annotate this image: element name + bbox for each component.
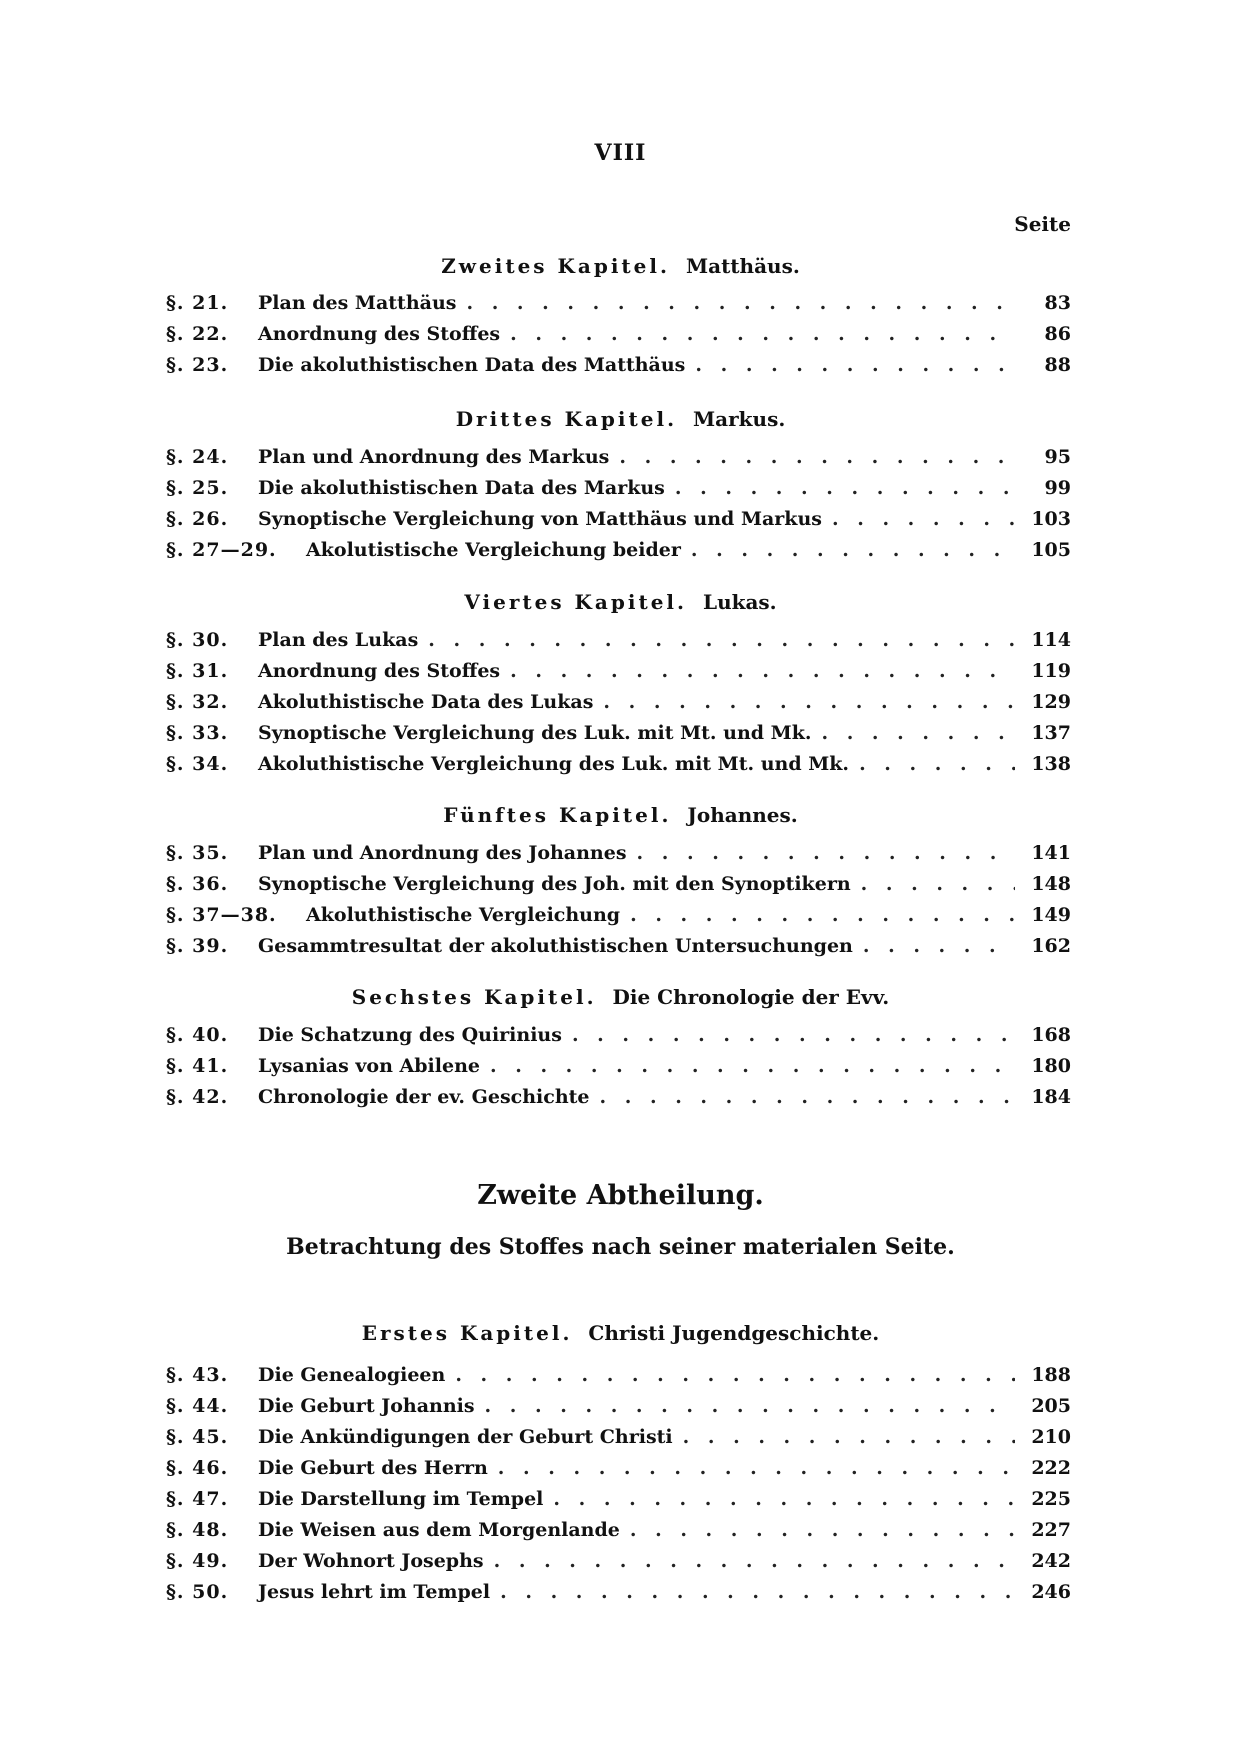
page-ref: 242 (1031, 1550, 1071, 1572)
chapter-subject: Die Chronologie der Evv. (612, 985, 890, 1009)
page-ref: 105 (1031, 539, 1071, 561)
entry-title: Die Schatzung des Quirinius (258, 1024, 562, 1046)
dot-leader (498, 1457, 1015, 1479)
entry-title: Anordnung des Stoffes (258, 660, 501, 682)
chapter-heading (0, 985, 1241, 1009)
entry-title: Die Genealogieen (258, 1364, 446, 1386)
toc-entry (166, 1364, 1071, 1395)
section-number: §. 35. (166, 842, 229, 864)
page-ref: 222 (1031, 1457, 1071, 1479)
chapter-title: Viertes Kapitel. (464, 590, 687, 614)
dot-leader (691, 539, 1015, 561)
section-number: §. 50. (166, 1581, 229, 1603)
entry-title: Die Geburt des Herrn (258, 1457, 488, 1479)
entry-title: Lysanias von Abilene (258, 1055, 480, 1077)
entry-title: Jesus lehrt im Tempel (258, 1581, 491, 1603)
entry-title: Synoptische Vergleichung des Luk. mit Mt. und Mk. (258, 722, 812, 744)
dot-leader (630, 1519, 1015, 1541)
toc-list (166, 842, 1071, 966)
entry-title: Die Weisen aus dem Morgenlande (258, 1519, 620, 1541)
page-ref: 180 (1031, 1055, 1071, 1077)
toc-entry (166, 842, 1071, 873)
toc-entry (166, 292, 1071, 323)
section-number: §. 32. (166, 691, 229, 713)
chapter-title: Erstes Kapitel. (361, 1321, 573, 1345)
chapter-heading (0, 407, 1241, 431)
dot-leader (510, 323, 1015, 345)
page-ref: 86 (1044, 323, 1071, 345)
chapter-heading (0, 803, 1241, 827)
toc-entry (166, 1086, 1071, 1117)
page-ref: 99 (1044, 477, 1071, 499)
page-ref: 95 (1044, 446, 1071, 468)
chapter-title: Sechstes Kapitel. (351, 985, 597, 1009)
page-ref: 83 (1044, 292, 1071, 314)
page-ref: 88 (1044, 354, 1071, 376)
chapter-heading (0, 1321, 1241, 1345)
toc-entry (166, 477, 1071, 508)
entry-title: Synoptische Vergleichung des Joh. mit den Synoptikern (258, 873, 851, 895)
page-ref: 148 (1031, 873, 1071, 895)
dot-leader (630, 904, 1015, 926)
toc-entry (166, 691, 1071, 722)
dot-leader (500, 1581, 1015, 1603)
dot-leader (572, 1024, 1015, 1046)
dot-leader (695, 354, 1015, 376)
dot-leader (603, 691, 1015, 713)
chapter-title: Zweites Kapitel. (441, 254, 670, 278)
toc-entry (166, 354, 1071, 385)
page-ref: 129 (1031, 691, 1071, 713)
chapter-subject: Matthäus. (685, 254, 800, 278)
page-ref: 168 (1031, 1024, 1071, 1046)
entry-title: Gesammtresultat der akoluthistischen Untersuchungen (258, 935, 853, 957)
entry-title: Der Wohnort Josephs (258, 1550, 484, 1572)
entry-title: Plan und Anordnung des Markus (258, 446, 610, 468)
entry-title: Akoluthistische Vergleichung des Luk. mit Mt. und Mk. (258, 753, 850, 775)
chapter-subject: Christi Jugendgeschichte. (588, 1321, 880, 1345)
section-number: §. 26. (166, 508, 229, 530)
toc-list (166, 292, 1071, 385)
section-number: §. 44. (166, 1395, 229, 1417)
entry-title: Plan des Lukas (258, 629, 419, 651)
section-number: §. 31. (166, 660, 229, 682)
page-ref: 103 (1031, 508, 1071, 530)
toc-entry (166, 508, 1071, 539)
dot-leader (466, 292, 1015, 314)
page-ref: 184 (1031, 1086, 1071, 1108)
entry-title: Die Darstellung im Tempel (258, 1488, 544, 1510)
entry-title: Synoptische Vergleichung von Matthäus und Markus (258, 508, 822, 530)
dot-leader (494, 1550, 1015, 1572)
section-number: §. 46. (166, 1457, 229, 1479)
dot-leader (490, 1055, 1015, 1077)
section-number: §. 49. (166, 1550, 229, 1572)
dot-leader (455, 1364, 1015, 1386)
entry-title: Plan des Matthäus (258, 292, 457, 314)
section-number: §. 21. (166, 292, 229, 314)
dot-leader (859, 753, 1015, 775)
toc-entry (166, 1519, 1071, 1550)
toc-entry (166, 935, 1071, 966)
section-heading: Zweite Abtheilung. (477, 1180, 764, 1211)
toc-entry (166, 1488, 1071, 1519)
page-ref: 162 (1031, 935, 1071, 957)
toc-entry (166, 1395, 1071, 1426)
toc-entry (166, 1457, 1071, 1488)
entry-title: Die Geburt Johannis (258, 1395, 475, 1417)
section-number: §. 36. (166, 873, 229, 895)
entry-title: Akoluthistische Vergleichung (306, 904, 621, 926)
section-number: §. 33. (166, 722, 229, 744)
chapter-heading (0, 590, 1241, 614)
dot-leader (637, 842, 1015, 864)
dot-leader (863, 935, 1015, 957)
section-number: §. 37—38. (166, 904, 277, 926)
section-number: §. 41. (166, 1055, 229, 1077)
chapter-subject: Markus. (693, 407, 786, 431)
section-number: §. 23. (166, 354, 229, 376)
toc-entry (166, 1024, 1071, 1055)
page-ref: 188 (1031, 1364, 1071, 1386)
section-number: §. 40. (166, 1024, 229, 1046)
dot-leader (553, 1488, 1015, 1510)
page-ref: 205 (1031, 1395, 1071, 1417)
toc-list (166, 1364, 1071, 1612)
toc-entry (166, 660, 1071, 691)
dot-leader (485, 1395, 1015, 1417)
toc-entry (166, 1581, 1071, 1612)
page-ref: 225 (1031, 1488, 1071, 1510)
dot-leader (428, 629, 1015, 651)
dot-leader (861, 873, 1015, 895)
toc-entry (166, 873, 1071, 904)
entry-title: Anordnung des Stoffes (258, 323, 501, 345)
section-number: §. 45. (166, 1426, 229, 1448)
section-number: §. 43. (166, 1364, 229, 1386)
section-number: §. 24. (166, 446, 229, 468)
section-number: §. 34. (166, 753, 229, 775)
toc-entry (166, 904, 1071, 935)
dot-leader (675, 477, 1015, 499)
chapter-title: Fünftes Kapitel. (443, 803, 672, 827)
page-ref: 119 (1031, 660, 1071, 682)
toc-entry (166, 323, 1071, 354)
dot-leader (619, 446, 1015, 468)
page-ref: 138 (1031, 753, 1071, 775)
page-ref: 210 (1031, 1426, 1071, 1448)
entry-title: Akolutistische Vergleichung beider (306, 539, 681, 561)
toc-entry (166, 1550, 1071, 1581)
column-header-seite: Seite (1014, 212, 1071, 236)
toc-list (166, 1024, 1071, 1117)
section-number: §. 48. (166, 1519, 229, 1541)
entry-title: Chronologie der ev. Geschichte (258, 1086, 590, 1108)
page-number: VIII (594, 140, 647, 166)
page-ref: 227 (1031, 1519, 1071, 1541)
dot-leader (832, 508, 1015, 530)
dot-leader (821, 722, 1015, 744)
toc-entry (166, 1055, 1071, 1086)
section-number: §. 47. (166, 1488, 229, 1510)
toc-list (166, 446, 1071, 570)
toc-entry (166, 629, 1071, 660)
page-ref: 149 (1031, 904, 1071, 926)
dot-leader (683, 1426, 1015, 1448)
toc-entry (166, 722, 1071, 753)
section-subheading: Betrachtung des Stoffes nach seiner materialen Seite. (286, 1234, 955, 1260)
dot-leader (510, 660, 1015, 682)
chapter-subject: Johannes. (687, 803, 798, 827)
toc-entry (166, 446, 1071, 477)
entry-title: Akoluthistische Data des Lukas (258, 691, 594, 713)
entry-title: Die Ankündigungen der Geburt Christi (258, 1426, 673, 1448)
page-ref: 114 (1031, 629, 1071, 651)
toc-entry (166, 753, 1071, 784)
chapter-title: Drittes Kapitel. (455, 407, 678, 431)
entry-title: Plan und Anordnung des Johannes (258, 842, 627, 864)
page-ref: 141 (1031, 842, 1071, 864)
toc-entry (166, 539, 1071, 570)
toc-entry (166, 1426, 1071, 1457)
chapter-subject: Lukas. (703, 590, 777, 614)
section-number: §. 42. (166, 1086, 229, 1108)
entry-title: Die akoluthistischen Data des Matthäus (258, 354, 686, 376)
toc-list (166, 629, 1071, 784)
section-number: §. 30. (166, 629, 229, 651)
dot-leader (600, 1086, 1015, 1108)
section-number: §. 25. (166, 477, 229, 499)
section-number: §. 39. (166, 935, 229, 957)
page-ref: 246 (1031, 1581, 1071, 1603)
page-ref: 137 (1031, 722, 1071, 744)
chapter-heading (0, 254, 1241, 278)
section-number: §. 22. (166, 323, 229, 345)
entry-title: Die akoluthistischen Data des Markus (258, 477, 665, 499)
section-number: §. 27—29. (166, 539, 277, 561)
